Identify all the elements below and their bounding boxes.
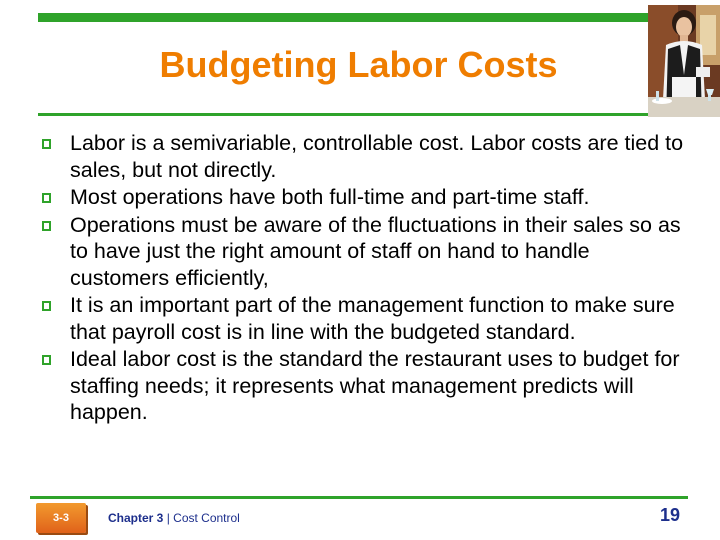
bullet-text: It is an important part of the management function to make sure that payroll cost is in line with the budgeted standard. xyxy=(70,293,675,344)
list-item xyxy=(40,184,690,211)
footer-chapter-label xyxy=(108,511,240,525)
footer-separator: | xyxy=(163,511,174,525)
list-item xyxy=(40,292,690,345)
title-underline xyxy=(38,113,649,116)
list-item xyxy=(40,130,690,183)
square-bullet-icon xyxy=(42,193,51,203)
chapter-page-badge: 3-3 xyxy=(36,503,86,533)
bullet-text: Operations must be aware of the fluctuations in their sales so as to have just the right amount of staff on hand to handle customers efficiently, xyxy=(70,212,681,290)
header-accent-bar xyxy=(38,13,649,22)
server-photo xyxy=(648,5,720,117)
chapter-label: Chapter 3 xyxy=(108,511,164,525)
square-bullet-icon xyxy=(42,139,51,149)
square-bullet-icon xyxy=(42,301,51,311)
square-bullet-icon xyxy=(42,221,51,231)
list-item xyxy=(40,212,690,292)
footer-rule xyxy=(30,496,688,499)
section-label: Cost Control xyxy=(173,511,240,525)
bullet-text: Most operations have both full-time and part-time staff. xyxy=(70,185,590,209)
bullet-list xyxy=(40,130,690,427)
list-item xyxy=(40,346,690,426)
page-number: 19 xyxy=(659,505,680,525)
slide-title: Budgeting Labor Costs xyxy=(159,44,558,85)
square-bullet-icon xyxy=(42,355,51,365)
bullet-text: Ideal labor cost is the standard the restaurant uses to budget for staffing needs; it represents what management predicts will happen. xyxy=(70,347,680,424)
bullet-text: Labor is a semivariable, controllable cost. Labor costs are tied to sales, but not directly. xyxy=(70,131,684,182)
